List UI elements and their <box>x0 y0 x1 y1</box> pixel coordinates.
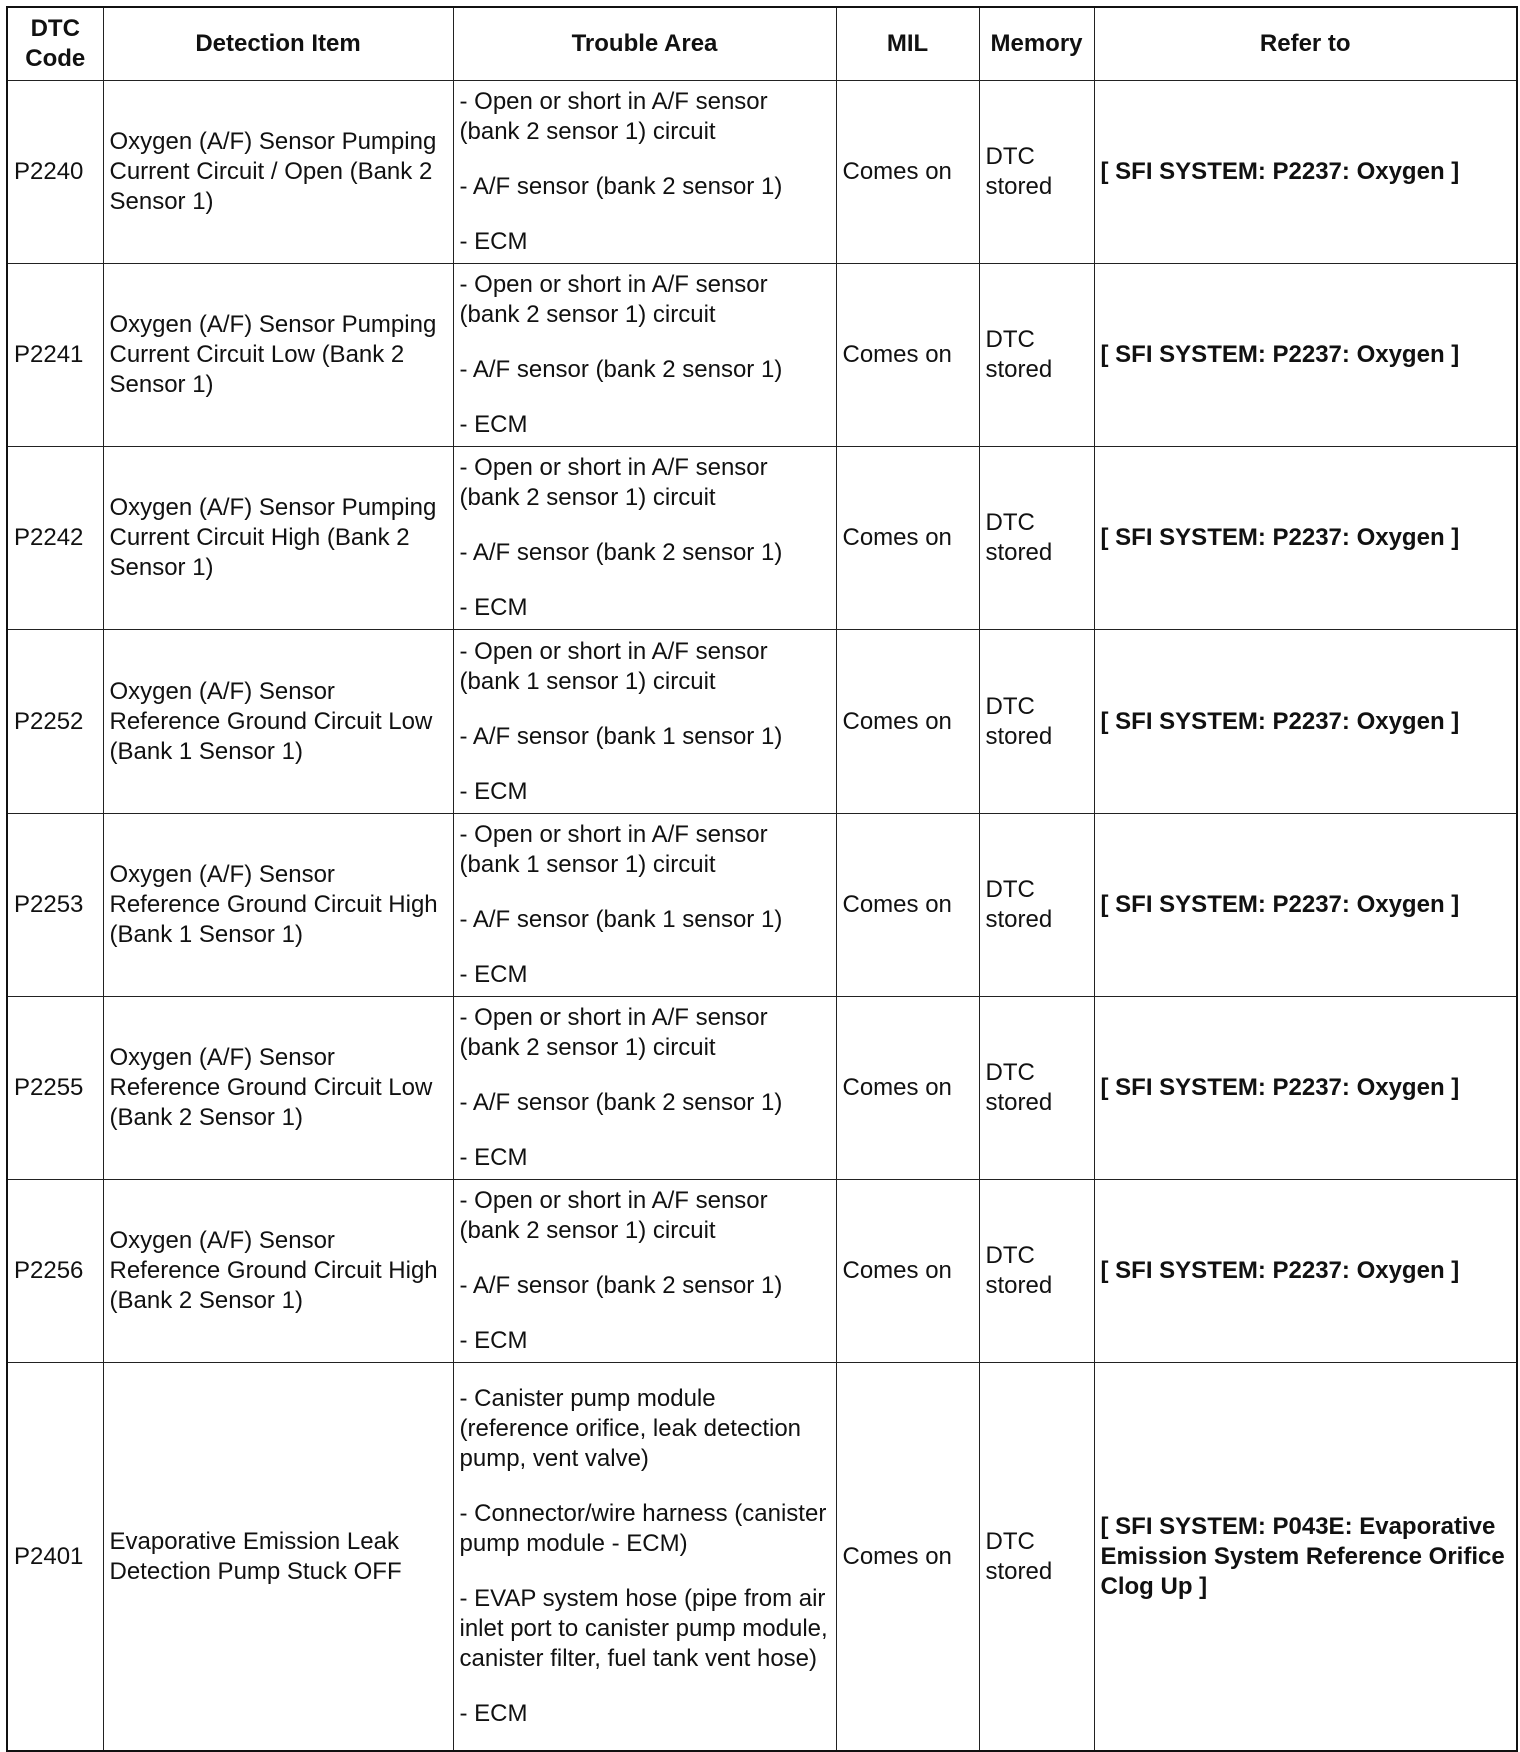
header-memory: Memory <box>979 7 1094 81</box>
trouble-area-item: - A/F sensor (bank 2 sensor 1) <box>459 1272 783 1300</box>
detection-item-cell: Oxygen (A/F) Sensor Reference Ground Circuit High (Bank 2 Sensor 1) <box>103 1179 453 1362</box>
memory-cell <box>979 996 1094 1179</box>
detection-item-cell: Oxygen (A/F) Sensor Reference Ground Circuit High (Bank 1 Sensor 1) <box>103 813 453 996</box>
table-row <box>7 996 1517 1179</box>
trouble-area-item: - EVAP system hose (pipe from air inlet port to canister pump module, canister filter, fuel tank vent hose) <box>459 1585 828 1673</box>
header-detection-item: Detection Item <box>103 7 453 81</box>
trouble-area-item: - ECM <box>459 1327 528 1355</box>
trouble-area-item: - Canister pump module (reference orifice, leak detection pump, vent valve) <box>459 1385 802 1473</box>
detection-item-cell: Oxygen (A/F) Sensor Pumping Current Circuit High (Bank 2 Sensor 1) <box>103 447 453 630</box>
trouble-area-list <box>460 637 830 807</box>
memory-cell <box>979 1179 1094 1362</box>
memory-cell <box>979 81 1094 264</box>
memory-text: DTC <box>985 509 1035 537</box>
detection-item-cell: Oxygen (A/F) Sensor Pumping Current Circuit Low (Bank 2 Sensor 1) <box>103 264 453 447</box>
trouble-area-cell <box>453 1363 836 1751</box>
mil-cell: Comes on <box>836 81 979 264</box>
trouble-area-item: - ECM <box>459 960 528 988</box>
trouble-area-item: - Open or short in A/F sensor (bank 2 sensor 1) circuit <box>459 454 768 512</box>
header-trouble-area: Trouble Area <box>453 7 836 81</box>
memory-text: stored <box>985 905 1053 933</box>
header-row <box>7 7 1517 81</box>
trouble-area-item: - ECM <box>459 411 528 439</box>
trouble-area-cell <box>453 447 836 630</box>
header-mil: MIL <box>836 7 979 81</box>
refer-to-cell: [ SFI SYSTEM: P2237: Oxygen ] <box>1094 81 1517 264</box>
refer-to-cell: [ SFI SYSTEM: P2237: Oxygen ] <box>1094 264 1517 447</box>
trouble-area-item: - ECM <box>459 1143 528 1171</box>
table-row <box>7 447 1517 630</box>
memory-text: DTC <box>985 143 1035 171</box>
trouble-area-cell <box>453 996 836 1179</box>
table-row <box>7 813 1517 996</box>
refer-to-cell: [ SFI SYSTEM: P2237: Oxygen ] <box>1094 1179 1517 1362</box>
trouble-area-item: - A/F sensor (bank 2 sensor 1) <box>459 173 783 201</box>
refer-to-cell: [ SFI SYSTEM: P2237: Oxygen ] <box>1094 813 1517 996</box>
trouble-area-list <box>460 87 830 257</box>
memory-text: DTC <box>985 1527 1035 1555</box>
table-header <box>7 7 1517 81</box>
trouble-area-item: - A/F sensor (bank 1 sensor 1) <box>459 905 783 933</box>
memory-text: DTC <box>985 875 1035 903</box>
trouble-area-item: - ECM <box>459 594 528 622</box>
trouble-area-cell <box>453 630 836 813</box>
mil-cell: Comes on <box>836 996 979 1179</box>
trouble-area-list <box>460 1384 830 1729</box>
trouble-area-item: - A/F sensor (bank 2 sensor 1) <box>459 356 783 384</box>
trouble-area-item: - Open or short in A/F sensor (bank 1 sensor 1) circuit <box>459 820 768 878</box>
dtc-code-cell: P2401 <box>7 1363 103 1751</box>
trouble-area-item: - ECM <box>459 1700 528 1728</box>
trouble-area-list <box>460 270 830 440</box>
table-row <box>7 264 1517 447</box>
trouble-area-list <box>460 1186 830 1356</box>
detection-item-cell: Oxygen (A/F) Sensor Pumping Current Circuit / Open (Bank 2 Sensor 1) <box>103 81 453 264</box>
refer-to-cell: [ SFI SYSTEM: P043E: Evaporative Emission System Reference Orifice Clog Up ] <box>1094 1363 1517 1751</box>
memory-text: DTC <box>985 1242 1035 1270</box>
mil-cell: Comes on <box>836 630 979 813</box>
trouble-area-item: - ECM <box>459 777 528 805</box>
trouble-area-list <box>460 1003 830 1173</box>
mil-cell: Comes on <box>836 813 979 996</box>
table-body <box>7 81 1517 1752</box>
memory-text: DTC <box>985 326 1035 354</box>
trouble-area-item: - ECM <box>459 228 528 256</box>
memory-text: stored <box>985 1088 1053 1116</box>
memory-text: stored <box>985 722 1053 750</box>
memory-cell <box>979 264 1094 447</box>
table-row <box>7 81 1517 264</box>
trouble-area-cell <box>453 264 836 447</box>
memory-text: stored <box>985 539 1053 567</box>
refer-to-cell: [ SFI SYSTEM: P2237: Oxygen ] <box>1094 630 1517 813</box>
dtc-code-cell: P2241 <box>7 264 103 447</box>
trouble-area-list <box>460 453 830 623</box>
table-row <box>7 1363 1517 1751</box>
table-row <box>7 630 1517 813</box>
memory-cell <box>979 1363 1094 1751</box>
dtc-code-cell: P2240 <box>7 81 103 264</box>
dtc-table <box>6 6 1518 1752</box>
memory-cell <box>979 447 1094 630</box>
trouble-area-cell <box>453 81 836 264</box>
trouble-area-cell <box>453 813 836 996</box>
memory-cell <box>979 813 1094 996</box>
refer-to-cell: [ SFI SYSTEM: P2237: Oxygen ] <box>1094 447 1517 630</box>
detection-item-cell: Evaporative Emission Leak Detection Pump Stuck OFF <box>103 1363 453 1751</box>
refer-to-cell: [ SFI SYSTEM: P2237: Oxygen ] <box>1094 996 1517 1179</box>
mil-cell: Comes on <box>836 1179 979 1362</box>
trouble-area-item: - Open or short in A/F sensor (bank 2 sensor 1) circuit <box>459 88 768 146</box>
header-refer-to: Refer to <box>1094 7 1517 81</box>
trouble-area-item: - A/F sensor (bank 2 sensor 1) <box>459 539 783 567</box>
trouble-area-item: - A/F sensor (bank 2 sensor 1) <box>459 1088 783 1116</box>
memory-text: DTC <box>985 692 1035 720</box>
detection-item-cell: Oxygen (A/F) Sensor Reference Ground Circuit Low (Bank 1 Sensor 1) <box>103 630 453 813</box>
trouble-area-cell <box>453 1179 836 1362</box>
trouble-area-item: - Open or short in A/F sensor (bank 1 sensor 1) circuit <box>459 637 768 695</box>
dtc-code-cell: P2252 <box>7 630 103 813</box>
trouble-area-list <box>460 820 830 990</box>
memory-text: stored <box>985 173 1053 201</box>
dtc-code-cell: P2242 <box>7 447 103 630</box>
dtc-code-cell: P2256 <box>7 1179 103 1362</box>
trouble-area-item: - Connector/wire harness (canister pump module - ECM) <box>459 1500 827 1558</box>
table-row <box>7 1179 1517 1362</box>
trouble-area-item: - Open or short in A/F sensor (bank 2 sensor 1) circuit <box>459 1187 768 1245</box>
memory-text: stored <box>985 1272 1053 1300</box>
header-dtc-code: DTC Code <box>7 7 103 81</box>
memory-cell <box>979 630 1094 813</box>
dtc-code-cell: P2253 <box>7 813 103 996</box>
dtc-code-cell: P2255 <box>7 996 103 1179</box>
mil-cell: Comes on <box>836 1363 979 1751</box>
mil-cell: Comes on <box>836 447 979 630</box>
memory-text: stored <box>985 1557 1053 1585</box>
mil-cell: Comes on <box>836 264 979 447</box>
trouble-area-item: - Open or short in A/F sensor (bank 2 sensor 1) circuit <box>459 271 768 329</box>
memory-text: DTC <box>985 1058 1035 1086</box>
trouble-area-item: - Open or short in A/F sensor (bank 2 sensor 1) circuit <box>459 1003 768 1061</box>
memory-text: stored <box>985 356 1053 384</box>
trouble-area-item: - A/F sensor (bank 1 sensor 1) <box>459 722 783 750</box>
detection-item-cell: Oxygen (A/F) Sensor Reference Ground Circuit Low (Bank 2 Sensor 1) <box>103 996 453 1179</box>
